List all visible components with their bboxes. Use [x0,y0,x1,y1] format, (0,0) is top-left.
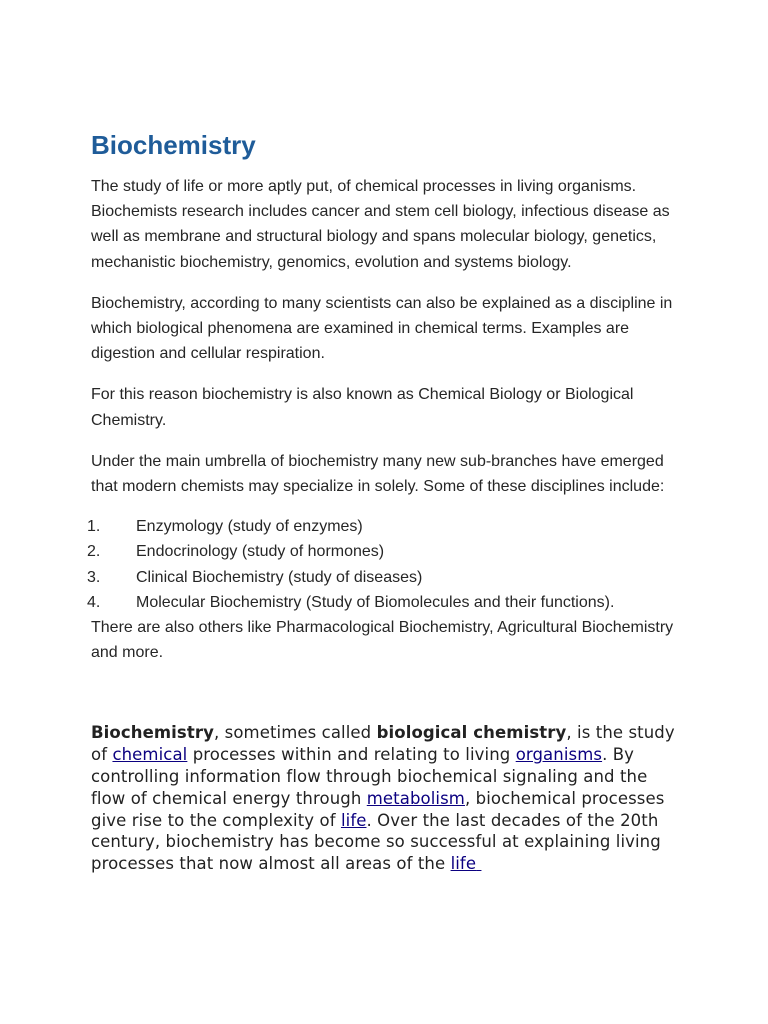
document-page [87,128,681,875]
link-life-trailing-space[interactable] [476,854,481,873]
wiki-text: . Over the last decades of the 20th century, biochemistry has become so successful at explaining living processes that now almost all areas of the [91,810,661,874]
link-organisms[interactable]: organisms [515,745,603,765]
sub-branches-paragraph: Under the main umbrella of biochemistry many new sub-branches have emerged that modern chemists may specialize in solely. Some of these disciplines include: [91,452,665,496]
link-life[interactable]: life [340,810,367,830]
list-item-text: Clinical Biochemistry (study of diseases) [136,568,423,586]
list-item-number: 3. [87,568,101,586]
list-item-number: 4. [87,593,101,611]
link-metabolism[interactable]: metabolism [366,788,465,808]
definition-paragraph: Biochemistry, according to many scientists can also be explained as a discipline in which biological phenomena are examined in chemical terms. Examples are digestion and cellular respiration. [91,294,673,363]
list-item [87,514,681,539]
wiki-text: , is the study of [91,723,675,765]
others-paragraph: There are also others like Pharmacological Biochemistry, Agricultural Biochemistry and more. [91,619,674,662]
wiki-text: . By controlling information flow through biochemical signaling and the flow of chemical energy through [91,745,648,808]
term-biochemistry: Biochemistry [91,723,214,743]
wiki-text: , sometimes called [213,723,377,743]
wiki-excerpt-paragraph [91,722,681,875]
list-item [87,590,681,615]
list-item-number: 1. [87,518,101,536]
term-biological-chemistry: biological chemistry [376,723,567,743]
list-item-text: Molecular Biochemistry (Study of Biomolecules and their functions). [136,593,615,611]
intro-paragraph: The study of life or more aptly put, of chemical processes in living organisms. Biochemists research includes cancer and stem cell biology, infectious disease as well as membrane and structural biology and spans molecular biology, genetics, mechanistic biochemistry, genomics, evolution and systems biology. [91,178,670,271]
disciplines-list [87,514,681,615]
wiki-text: processes within and relating to living [187,745,516,765]
link-life-sciences[interactable]: life [450,854,477,874]
wiki-text: , biochemical processes give rise to the complexity of [91,788,665,830]
link-chemical[interactable]: chemical [112,745,188,765]
list-item-text: Endocrinology (study of hormones) [136,543,385,561]
list-item [87,565,681,590]
list-item-text: Enzymology (study of enzymes) [136,518,363,536]
alias-paragraph: For this reason biochemistry is also known as Chemical Biology or Biological Chemistry. [91,386,634,429]
page-title: Biochemistry [91,130,256,160]
list-item [87,539,681,564]
list-item-number: 2. [87,543,101,561]
